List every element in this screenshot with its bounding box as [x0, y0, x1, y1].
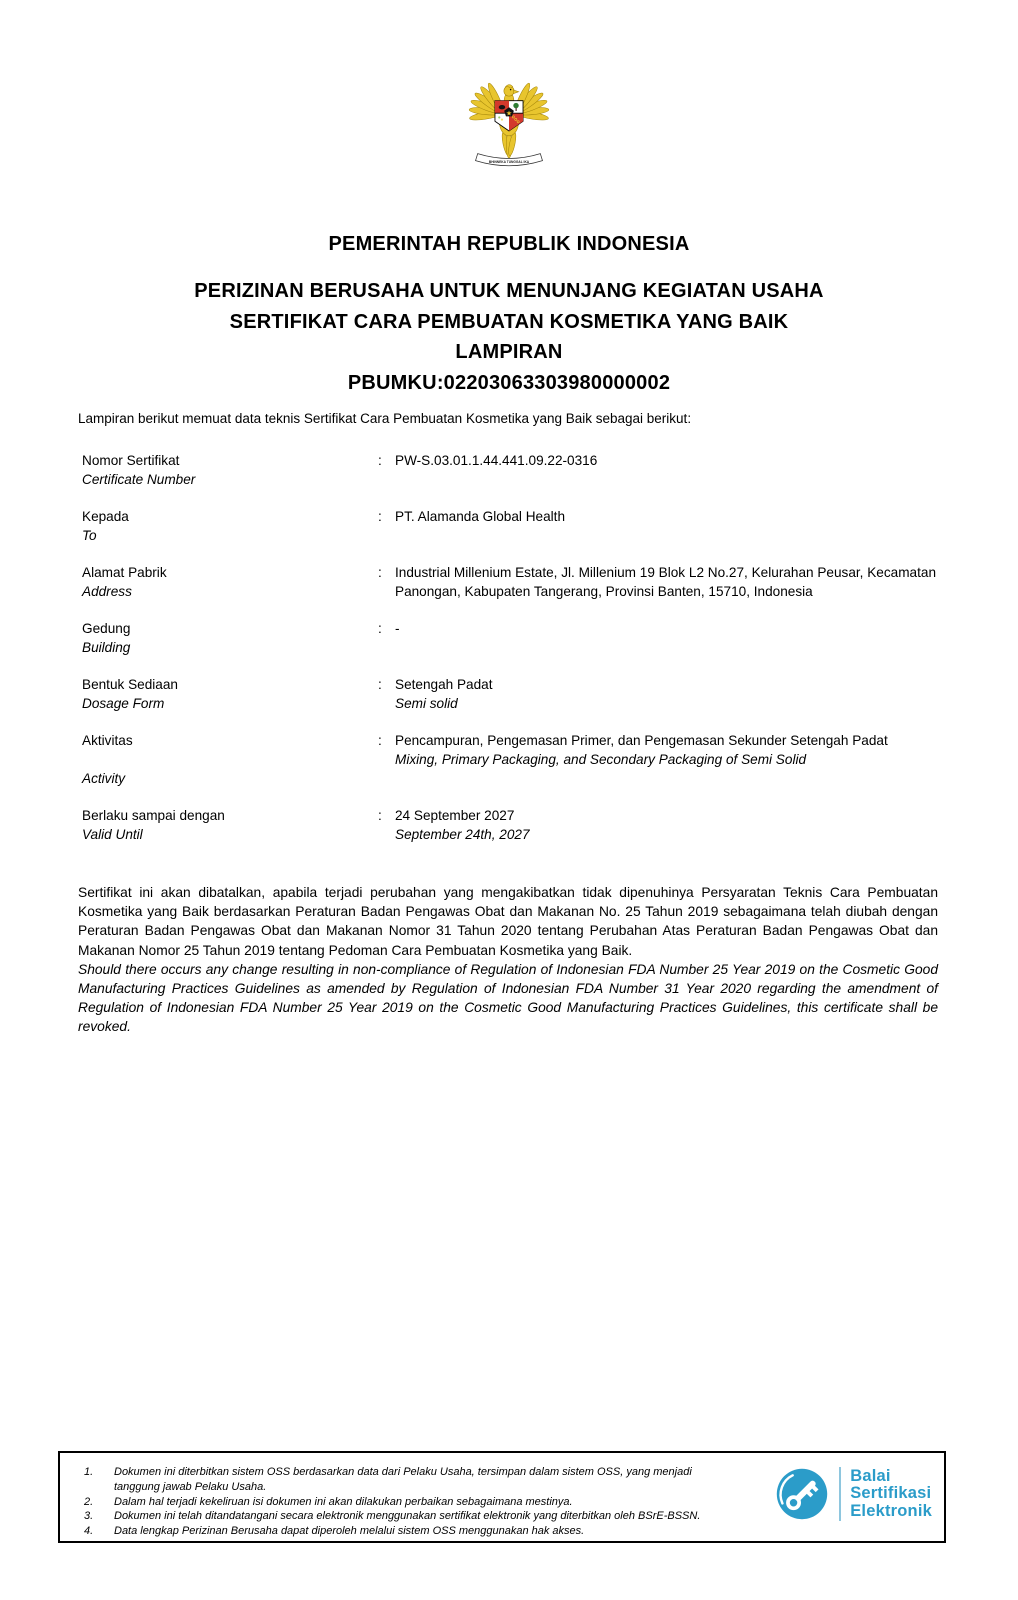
heading-line-3: LAMPIRAN [455, 341, 563, 363]
note-text: Dalam hal terjadi kekeliruan isi dokumen ini akan dilakukan perbaikan sebagaimana mestinya. [114, 1495, 573, 1508]
note-text: Dokumen ini telah ditandatangani secara elektronik menggunakan sertifikat elektronik yang diterbitkan oleh BSrE-BSSN. [114, 1510, 701, 1523]
garuda-pancasila-emblem [460, 64, 558, 177]
field-label-en: Dosage Form [82, 696, 165, 711]
field-label-id: Aktivitas [82, 733, 133, 748]
note-number: 4. [84, 1525, 94, 1538]
bsre-key-icon [774, 1466, 830, 1522]
footer-note [84, 1524, 732, 1539]
field-berlaku-sampai [82, 806, 938, 844]
field-nomor-sertifikat [82, 451, 938, 489]
field-value-en: September 24th, 2027 [395, 827, 530, 842]
field-alamat-pabrik [82, 563, 938, 601]
field-label-en: Address [82, 584, 132, 599]
field-label-id: Alamat Pabrik [82, 565, 167, 580]
government-title: PEMERINTAH REPUBLIK INDONESIA [328, 233, 690, 255]
heading-pbumku-number: PBUMKU:02203063303980000002 [347, 371, 671, 394]
field-label-en: Valid Until [82, 827, 143, 842]
field-colon: : [378, 509, 382, 524]
field-label-en: Building [82, 640, 131, 655]
field-value-en: Mixing, Primary Packaging, and Secondary Packaging of Semi Solid [395, 752, 807, 767]
bsre-logo-text [850, 1468, 932, 1521]
field-colon: : [378, 733, 382, 748]
field-gedung [82, 619, 938, 657]
footer-note [84, 1465, 732, 1495]
intro-text: Lampiran berikut memuat data teknis Sertifikat Cara Pembuatan Kosmetika yang Baik sebagai berikut: [78, 411, 692, 426]
field-kepada [82, 507, 938, 545]
heading-line-1: PERIZINAN BERUSAHA UNTUK MENUNJANG KEGIATAN USAHA [194, 280, 824, 302]
clause-indonesian: Sertifikat ini akan dibatalkan, apabila terjadi perubahan yang mengakibatkan tidak dipenuhinya Persyaratan Teknis Cara Pembuatan Kosmetika yang Baik berdasarkan Peraturan Badan Pengawas Obat dan Makanan No. 25 Tahun 2019 sebagaimana telah diubah dengan Peraturan Badan Pengawas Obat dan Makanan Nomor 31 Tahun 2020 tentang Perubahan Atas Peraturan Badan Pengawas Obat dan Makanan Nomor 25 Tahun 2019 tentang Pedoman Cara Pembuatan Kosmetika yang Baik. [78, 885, 938, 958]
bsre-text-line1: Balai [850, 1466, 891, 1485]
field-label-en: Certificate Number [82, 472, 196, 487]
note-number: 1. [84, 1466, 94, 1478]
note-text: Dokumen ini diterbitkan sistem OSS berdasarkan data dari Pelaku Usaha, tersimpan dalam sistem OSS, yang menjadi tanggung jawab Pelaku Usaha. [114, 1466, 692, 1493]
field-colon: : [378, 565, 382, 580]
field-value-en: Semi solid [395, 696, 458, 711]
field-colon: : [378, 621, 382, 636]
bsre-text-line3: Elektronik [850, 1501, 932, 1520]
heading-line-2: SERTIFIKAT CARA PEMBUATAN KOSMETIKA YANG BAIK [229, 310, 789, 333]
field-label-id: Berlaku sampai dengan [82, 808, 225, 823]
emblem-banner-text: BHINNEKA TUNGGAL IKA [488, 159, 530, 164]
field-label-id: Bentuk Sediaan [82, 677, 178, 692]
field-colon: : [378, 808, 382, 823]
footer-notes-box [58, 1451, 946, 1543]
bsre-logo-divider [839, 1467, 841, 1521]
field-value: 24 September 2027 [395, 808, 515, 823]
revocation-clauses [78, 883, 938, 1037]
bsre-text-line2: Sertifikasi [850, 1484, 932, 1503]
field-value: PW-S.03.01.1.44.441.09.22-0316 [395, 453, 598, 468]
document-heading [0, 276, 1018, 398]
field-label-id: Nomor Sertifikat [82, 453, 180, 468]
field-value: Setengah Padat [395, 677, 493, 692]
field-colon: : [378, 677, 382, 692]
footer-note [84, 1495, 732, 1510]
field-label-id: Kepada [82, 509, 129, 524]
technical-data-fields [82, 451, 938, 862]
field-label-en: To [82, 528, 97, 543]
field-colon: : [378, 453, 382, 468]
field-label-en: Activity [82, 771, 126, 786]
clause-english: Should there occurs any change resulting in non-compliance of Regulation of Indonesian FDA Number 25 Year 2019 on the Cosmetic Good Manufacturing Practices Guidelines as amended by Regulation of Indonesian FDA Number 31 Year 2020 regarding the amendment of Regulation of Indonesian FDA Number 25 Year 2019 on the Cosmetic Good Manufacturing Practices Guidelines, this certificate shall be revoked. [78, 961, 938, 1035]
field-bentuk-sediaan [82, 675, 938, 713]
field-label-id: Gedung [82, 621, 131, 636]
footer-note [84, 1509, 732, 1524]
note-number: 3. [84, 1510, 94, 1523]
field-value: - [395, 621, 400, 636]
garuda-icon [460, 64, 558, 172]
field-aktivitas [82, 731, 938, 788]
note-text: Data lengkap Perizinan Berusaha dapat diperoleh melalui sistem OSS menggunakan hak akses. [114, 1525, 585, 1538]
note-number: 2. [84, 1495, 94, 1508]
field-value: PT. Alamanda Global Health [395, 509, 566, 524]
field-value: Pencampuran, Pengemasan Primer, dan Pengemasan Sekunder Setengah Padat [395, 733, 888, 748]
bsre-logo [774, 1466, 932, 1522]
field-value: Industrial Millenium Estate, Jl. Millenium 19 Blok L2 No.27, Kelurahan Peusar, Kecamatan Panongan, Kabupaten Tangerang, Provinsi Banten, 15710, Indonesia [395, 565, 937, 599]
pancasila-star-icon: ★ [505, 110, 513, 118]
footer-notes-list [84, 1465, 732, 1539]
